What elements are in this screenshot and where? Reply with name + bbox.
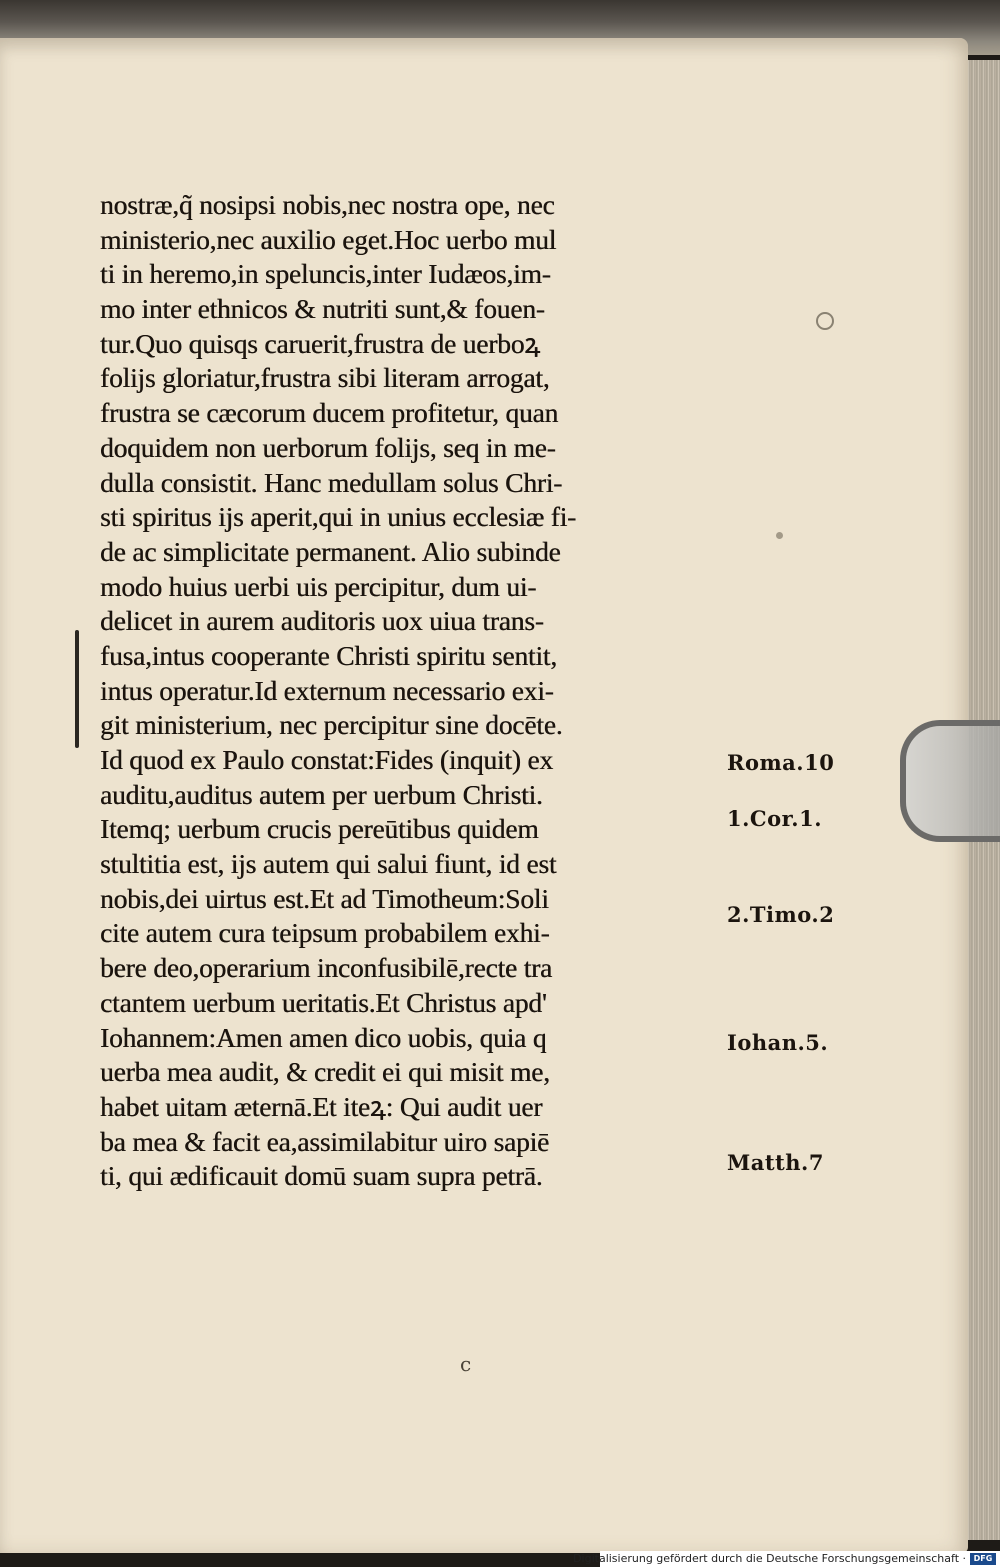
text-line: fusa,intus cooperante Christi spiritu sentit, — [100, 639, 557, 671]
marginal-note-john: Iohan.5. — [727, 1030, 829, 1055]
text-line: ti, qui ædificauit domū suam supra petrā. — [100, 1160, 543, 1192]
page-clip — [900, 720, 1000, 842]
paper-hole — [816, 312, 834, 330]
text-line: delicet in aurem auditoris uox uiua trans- — [100, 605, 544, 637]
paper-spot — [776, 532, 783, 539]
text-line: mo inter ethnicos & nutriti sunt,& fouen- — [100, 293, 545, 325]
text-line: doquidem non uerborum folijs, seq in me- — [100, 431, 556, 463]
text-line: folijs gloriatur,frustra sibi literam arrogat, — [100, 362, 550, 394]
text-line: frustra se cæcorum ducem profitetur, quan — [100, 397, 559, 429]
text-line: stultitia est, ijs autem qui salui fiunt, id est — [100, 848, 557, 880]
text-line: habet uitam æternā.Et iteꝝ: Qui audit uer — [100, 1090, 543, 1122]
text-line: de ac simplicitate permanent. Alio subinde — [100, 535, 561, 567]
marginal-note-matthew: Matth.7 — [727, 1150, 824, 1175]
text-line: sti spiritus ijs aperit,qui in unius ecclesiæ fi- — [100, 501, 576, 533]
text-line: git ministerium, nec percipitur sine docēte. — [100, 709, 563, 741]
text-line: modo huius uerbi uis percipitur, dum ui- — [100, 570, 537, 602]
funding-credit: Digitalisierung gefördert durch die Deutsche Forschungsgemeinschaft · — [573, 1552, 966, 1565]
margin-ink-line — [75, 630, 79, 748]
text-line: Itemq; uerbum crucis pereūtibus quidem — [100, 813, 539, 845]
text-line: dulla consistit. Hanc medullam solus Chri- — [100, 466, 563, 498]
dfg-logo-icon: DFG — [970, 1553, 996, 1565]
stray-mark: c — [460, 1352, 472, 1376]
marginal-note-timothy: 2.Timo.2 — [727, 902, 835, 927]
text-line: bere deo,operarium inconfusibilē,recte tra — [100, 952, 553, 984]
text-line: ctantem uerbum ueritatis.Et Christus apd' — [100, 986, 547, 1018]
marginal-note-romans: Roma.10 — [727, 750, 835, 775]
main-text-block — [100, 188, 720, 1194]
text-line: auditu,auditus autem per uerbum Christi. — [100, 778, 543, 810]
text-line: intus operatur.Id externum necessario exi- — [100, 674, 554, 706]
text-line: cite autem cura teipsum probabilem exhi- — [100, 917, 550, 949]
text-line: nostræ,q̃ nosipsi nobis,nec nostra ope, nec — [100, 189, 555, 220]
text-line: uerba mea audit, & credit ei qui misit me, — [100, 1056, 550, 1088]
text-line: Iohannem:Amen amen dico uobis, quia q — [100, 1021, 547, 1053]
text-line: ministerio,nec auxilio eget.Hoc uerbo mul — [100, 223, 557, 255]
text-line: ba mea & facit ea,assimilabitur uiro sapiē — [100, 1125, 550, 1157]
text-line: Id quod ex Paulo constat:Fides (inquit) ex — [100, 744, 553, 775]
marginal-note-corinthians: 1.Cor.1. — [727, 806, 823, 831]
text-line: nobis,dei uirtus est.Et ad Timotheum:Soli — [100, 882, 549, 914]
text-line: tur.Quo quisqs caruerit,frustra de uerboꝝ — [100, 327, 540, 359]
text-line: ti in heremo,in speluncis,inter Iudæos,im- — [100, 258, 551, 290]
